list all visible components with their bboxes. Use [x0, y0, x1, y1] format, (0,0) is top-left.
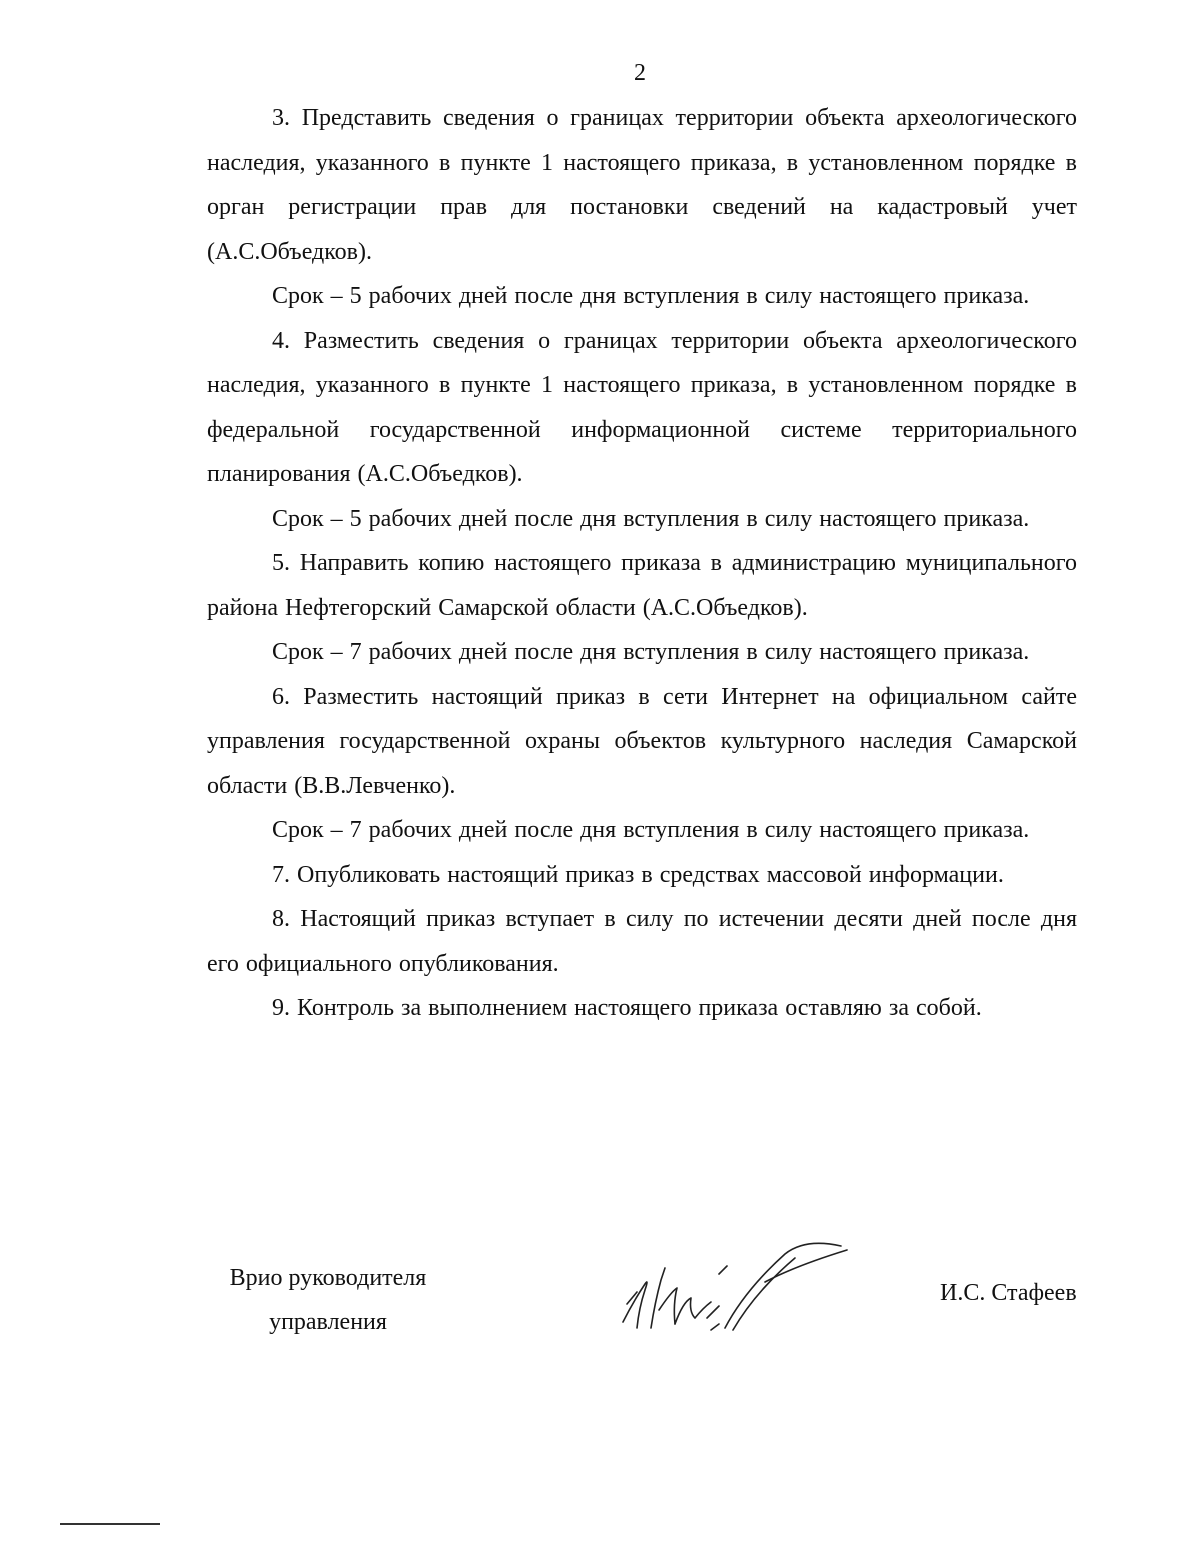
- paragraph-item-7: 7. Опубликовать настоящий приказ в средствах массовой информации.: [272, 861, 1004, 888]
- footer-divider: [60, 1523, 160, 1525]
- paragraph-item-6: 6. Разместить настоящий приказ в сети Интернет на официальном сайте управления государственной охраны объектов культурного наследия Самарской области (В.В.Левченко).: [207, 683, 1077, 799]
- paragraph-item-5: 5. Направить копию настоящего приказа в администрацию муниципального района Нефтегорский Самарской области (А.С.Объедков).: [207, 550, 1077, 621]
- paragraph-item-9: 9. Контроль за выполнением настоящего приказа оставляю за собой.: [272, 995, 982, 1021]
- paragraph-deadline-3: Срок – 5 рабочих дней после дня вступления в силу настоящего приказа.: [272, 283, 1030, 309]
- signatory-title-line1: Врио руководителя: [229, 1265, 427, 1291]
- paragraph-item-3: 3. Представить сведения о границах территории объекта археологического наследия, указанного в пункте 1 настоящего приказа, в установленном порядке в орган регистрации прав для постановки сведений на кадастровый учет (А.С.Объедков).: [207, 105, 1077, 265]
- paragraph-item-4: 4. Разместить сведения о границах территории объекта археологического наследия, указанного в пункте 1 настоящего приказа, в установленном порядке в федеральной государственной информационной системе территориального планирования (А.С.Объедков).: [207, 327, 1077, 487]
- paragraph-deadline-5: Срок – 7 рабочих дней после дня вступления в силу настоящего приказа.: [272, 639, 1030, 665]
- paragraph-deadline-6: Срок – 7 рабочих дней после дня вступления в силу настоящего приказа.: [272, 817, 1030, 843]
- paragraph-item-8: 8. Настоящий приказ вступает в силу по истечении десяти дней после дня его официального опубликования.: [207, 906, 1077, 977]
- page-number: 2: [634, 60, 646, 86]
- signatory-title: [222, 1256, 434, 1344]
- handwritten-signature: [615, 1232, 855, 1342]
- signature-block: [0, 1256, 1200, 1396]
- document-body: [207, 96, 1077, 1031]
- signatory-title-line2: управления: [269, 1309, 387, 1335]
- paragraph-deadline-4: Срок – 5 рабочих дней после дня вступления в силу настоящего приказа.: [272, 505, 1030, 532]
- signatory-name: И.С. Стафеев: [940, 1280, 1077, 1306]
